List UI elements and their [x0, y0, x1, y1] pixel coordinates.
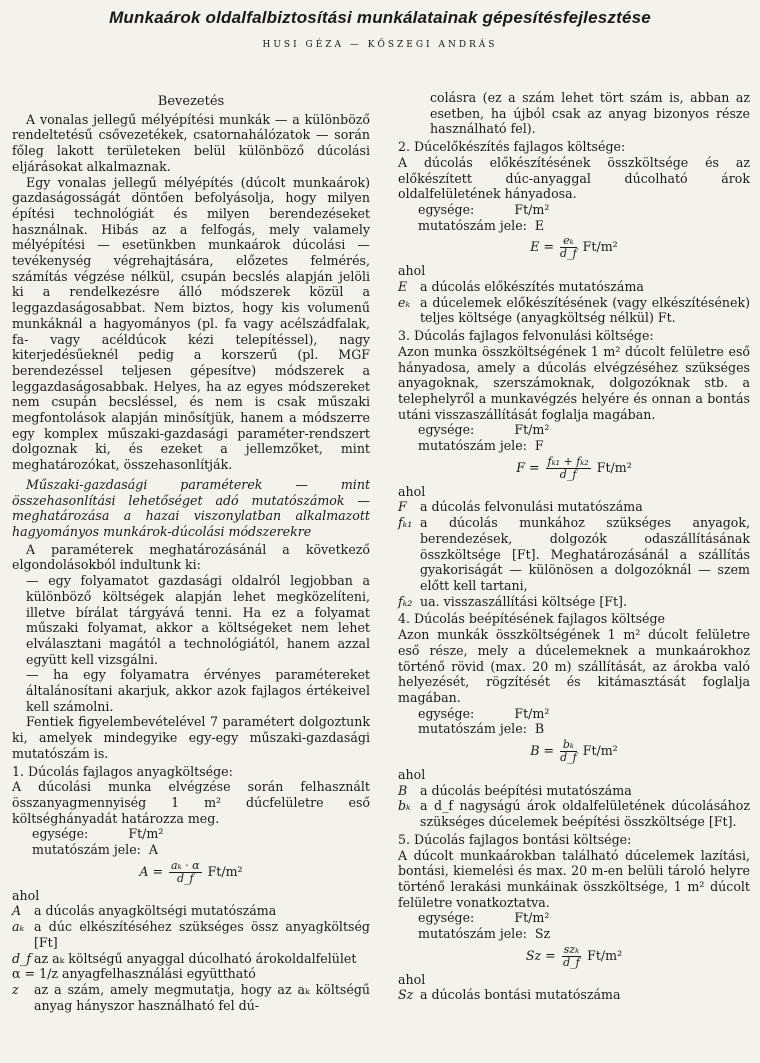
paragraph: — egy folyamatot gazdasági oldalról legjobban a különböző költségek alapján lehet megközelíteni, illetve bírálat tárgyává tenni. Ha ez a folyamat műszaki folyamat, akkor a költségeket nem lehet elválasztani magától a technológiától, hanem azzal együtt kell vizsgálni. [26, 573, 370, 667]
section-2-text: A dúcolás előkészítésének összköltsége és az előkészített dúc-anyaggal dúcolható árok oldalfelületének hányadosa. [398, 154, 750, 202]
continuation-text: colásra (ez a szám lehet tört szám is, abban az esetben, ha újból csak az anyag bizonyos része használható fel). [430, 90, 750, 137]
formula-Sz [398, 944, 750, 969]
denominator: d_f [560, 751, 577, 765]
definition-text: az aₖ költségű anyaggal dúcolható árokoldalfelület [34, 950, 357, 966]
paragraph: A paraméterek meghatározásánál a következő elgondolásokból indultunk ki: [12, 541, 370, 573]
definition-item [398, 798, 750, 829]
definition-item [398, 987, 750, 1003]
right-column [398, 90, 750, 1003]
unit-line: egysége: Ft/m² [418, 705, 550, 721]
definition-symbol: aₖ [12, 919, 25, 935]
definition-text: a d_f nagyságú árok oldalfelületének dúcolásához szükséges dúcelemek beépítési összköltsége [Ft]. [420, 798, 750, 830]
definition-text: az a szám, amely megmutatja, hogy az aₖ költségű anyag hányszor használható fel dú- [34, 981, 370, 1013]
formula-unit: Ft/m² [582, 239, 618, 255]
numerator: eₖ [560, 235, 577, 248]
definition-text: ua. visszaszállítási költsége [Ft]. [420, 593, 627, 609]
numerator: fₖ₁ + fₖ₂ [547, 454, 589, 468]
denominator: d_f [560, 247, 577, 261]
section-4-text: Azon munkák összköltségének 1 m² dúcolt felületre eső része, mely a dúcelemeknek a munkaárokhoz történő rövid (max. 20 m) szállítását, az árokba való helyezését, rögzítését és kitámasztását foglalja magában. [398, 627, 750, 705]
definition-item [12, 903, 370, 919]
definition-text: a dúcelemek előkészítésének (vagy elkészítésének) teljes költsége (anyagköltség nélkül) Ft. [420, 294, 750, 326]
fraction [546, 456, 591, 481]
sign-line: mutatószám jele: F [418, 438, 544, 454]
denominator: d_f [563, 955, 580, 969]
sign-line: mutatószám jele: B [418, 721, 545, 737]
formula-A [12, 860, 370, 885]
formula-lhs: Sz = [525, 947, 556, 963]
intro-heading: Bevezetés [157, 94, 225, 109]
fraction [562, 944, 581, 969]
definition-text: a dúc elkészítéséhez szükséges össz anyagköltség [Ft] [34, 919, 370, 950]
definition-text: a dúcolás felvonulási mutatószáma [420, 499, 643, 515]
definition-symbol: z [12, 981, 19, 997]
italic-heading: Műszaki-gazdasági paraméterek — mint összehasonlítási lehetőséget adó mutatószámok — meghatározása a hazai viszonylatban alkalmazott hagyományos munkárok-dúcolási módszerekre [12, 476, 370, 539]
numerator: bₖ [560, 739, 577, 752]
left-column [12, 84, 370, 1013]
definition-symbol: B [398, 782, 408, 798]
definition-item [398, 279, 750, 295]
unit-line: egysége: Ft/m² [418, 422, 550, 438]
sign-line: mutatószám jele: E [418, 217, 545, 233]
definition-item [12, 951, 370, 967]
article-authors: HUSI GÉZA — KŐSZEGI ANDRÁS [262, 40, 498, 50]
definition-list [398, 783, 750, 830]
definition-text: a dúcolás munkához szükséges anyagok, berendezések, dolgozók odaszállításának összköltsége [Ft]. Meghatározásánál a szállítás gyakoriságát — különösen a dolgozóknál — szem előtt kell tartani, [420, 515, 750, 593]
numerator: szₖ [563, 942, 580, 956]
paragraph: A vonalas jellegű mélyépítési munkák — a különböző rendeltetésű csővezetékek, csatornahálózatok — során főleg lakott területeken belül különböző dúcolási eljárásokat alkalmaznak. [12, 111, 370, 174]
alpha-line: α = 1/z anyagfelhasználási együttható [12, 966, 256, 982]
fraction [169, 860, 202, 885]
ahol-label: ahol [398, 767, 426, 783]
definition-text: a dúcolás előkészítés mutatószáma [420, 279, 644, 295]
definition-symbol: bₖ [398, 798, 411, 814]
sign-line: mutatószám jele: A [32, 842, 158, 858]
formula-unit: Ft/m² [207, 863, 243, 879]
denominator: d_f [176, 871, 194, 885]
ahol-label: ahol [398, 263, 426, 279]
ahol-label: ahol [398, 971, 426, 987]
definition-item [398, 295, 750, 326]
formula-lhs: A = [139, 863, 164, 879]
definition-symbol: fₖ₂ [398, 593, 413, 609]
definition-item [12, 919, 370, 950]
section-2-heading: 2. Dúcelőkészítés fajlagos költsége: [398, 139, 626, 155]
ahol-label: ahol [12, 887, 40, 903]
formula-E [398, 235, 750, 260]
definition-symbol: F [398, 499, 407, 515]
definition-text: a dúcolás beépítési mutatószáma [420, 782, 632, 798]
formula-unit: Ft/m² [596, 459, 632, 475]
section-4-heading: 4. Dúcolás beépítésének fajlagos költsége [398, 611, 666, 627]
formula-B [398, 739, 750, 764]
formula-lhs: B = [530, 743, 555, 759]
formula-unit: Ft/m² [582, 743, 618, 759]
section-3-heading: 3. Dúcolás fajlagos felvonulási költsége: [398, 328, 654, 344]
definition-symbol: eₖ [398, 294, 411, 310]
fraction [560, 235, 577, 260]
section-3-text: Azon munka összköltségének 1 m² dúcolt felületre eső hányadosa, amely a dúcolás elvégzéséhez szükséges anyagoknak, szerszámoknak, dolgozóknak stb. a telephelyről a munkavégzés helyére és onnan a bontás utáni visszaszállítását foglalja magában. [398, 343, 750, 422]
fraction [560, 739, 577, 764]
section-1-heading: 1. Dúcolás fajlagos anyagköltsége: [12, 763, 233, 779]
section-5-text: A dúcolt munkaárokban található dúcelemek lazítási, bontási, kiemelési és max. 20 m-en belüli tároló helyre történő lerakási munkáinak összköltsége, 1 m² dúcolt felületre vonatkoztatva. [398, 847, 750, 910]
formula-F [398, 456, 750, 481]
section-1-text: A dúcolási munka elvégzése során felhasznált összanyagmennyiség 1 m² dúcfelületre eső költséghányadát határozza meg. [12, 779, 370, 826]
definition-item [398, 783, 750, 799]
definition-item [12, 982, 370, 1013]
definition-symbol: A [12, 903, 22, 919]
definition-list [398, 987, 750, 1003]
ahol-label: ahol [398, 483, 426, 499]
paragraph: — ha egy folyamatra érvényes paramétereket általánosítani akarjuk, akkor azok fajlagos értékeivel kell számolni. [26, 667, 370, 714]
paragraph: Egy vonalas jellegű mélyépítés (dúcolt munkaárok) gazdaságosságát döntően befolyásolja, hogy milyen építési technológiát és milyen berendezéseket használnak. Hibás az a felfogás, mely valamely mélyépítési — esetünkben munkaárok dúcolási — tevékenység végrehajtására, előzetes felmérés, számítás végzése nélkül, csupán becslés alapján jelöli ki a rendelkezésre álló módszerek közül a leggazdaságosabbat. Nem biztos, hogy kis volumenű munkáknál a hagyományos (pl. fa vagy acélszádfalak, fa- vagy acéldúcok kézi telepítéssel), nagy kiterjedésűeknél pedig a korszerű (pl. MGF berendezéssel teljesen gépesítve) módszerek a leggazdaságosabbak. Helyes, ha az egyes módszereket nem csupán becsléssel, és nem is csak műszaki megfontolások alapján minősítjük, hanem a módszerre egy komplex műszaki-gazdasági paraméter-rendszert dolgoznak ki, és ezeket a jellemzőket, mint meghatározókat, összehasonlítják. [12, 174, 370, 473]
definition-text: a dúcolás anyagköltségi mutatószáma [34, 903, 277, 919]
definition-symbol: d_f [12, 950, 32, 966]
numerator: aₖ · α [171, 858, 200, 872]
article-title: Munkaárok oldalfalbiztosítási munkálatainak gépesítésfejlesztése [109, 8, 651, 27]
denominator: d_f [559, 467, 577, 481]
unit-line: egysége: Ft/m² [32, 826, 164, 842]
definition-list [12, 903, 370, 966]
definition-symbol: Sz [398, 987, 414, 1003]
sign-line: mutatószám jele: Sz [418, 926, 551, 942]
definition-symbol: E [398, 279, 408, 295]
definition-symbol: fₖ₁ [398, 515, 413, 531]
definition-text: a dúcolás bontási mutatószáma [420, 987, 621, 1003]
definition-item [398, 515, 750, 594]
formula-lhs: F = [516, 459, 540, 475]
definition-list [398, 499, 750, 609]
formula-lhs: E = [530, 239, 555, 255]
unit-line: egysége: Ft/m² [418, 910, 550, 926]
definition-item [398, 594, 750, 610]
definition-list [398, 279, 750, 326]
paragraph: Fentiek figyelembevételével 7 paramétert dolgoztunk ki, amelyek mindegyike egy-egy műszaki-gazdasági mutatószám is. [12, 714, 370, 761]
section-5-heading: 5. Dúcolás fajlagos bontási költsége: [398, 831, 632, 847]
definition-item [398, 499, 750, 515]
formula-unit: Ft/m² [587, 947, 623, 963]
unit-line: egysége: Ft/m² [418, 201, 550, 217]
